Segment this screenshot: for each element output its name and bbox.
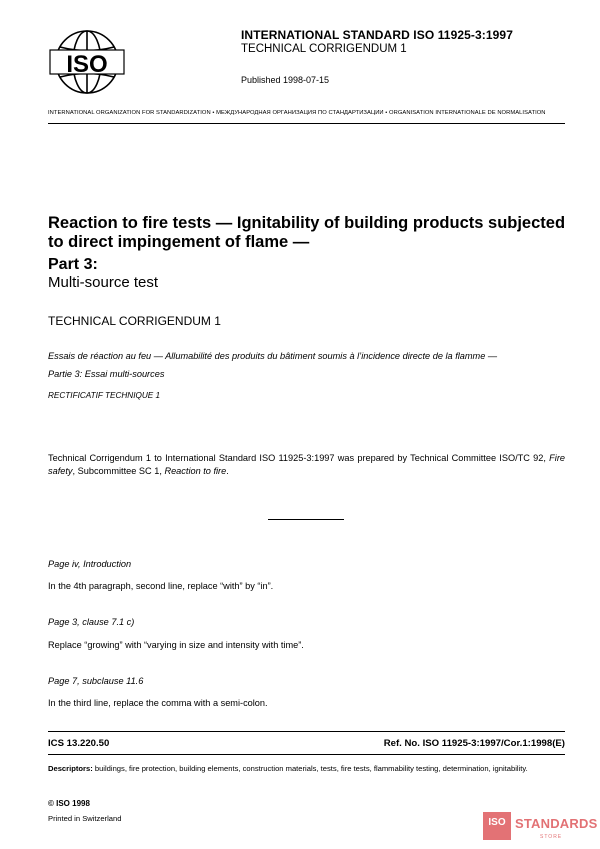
item-heading: Page iv, Introduction xyxy=(48,559,132,569)
reference-number: Ref. No. ISO 11925-3:1997/Cor.1:1998(E) xyxy=(383,738,565,749)
document-title: Reaction to fire tests — Ignitability of building products subjected to direct impingement of flame — xyxy=(48,214,566,251)
descriptors xyxy=(48,764,565,775)
intro-paragraph xyxy=(48,452,565,477)
printed-in: Printed in Switzerland xyxy=(48,814,122,823)
intro-text-1: Technical Corrigendum 1 to International Standard ISO 11925-3:1997 was prepared by Technical Committee ISO/TC 92, xyxy=(48,453,550,463)
corrigendum-label: TECHNICAL CORRIGENDUM 1 xyxy=(241,43,407,55)
item-heading: Page 7, subclause 11.6 xyxy=(48,676,144,686)
part-subtitle: Multi-source test xyxy=(48,274,159,291)
intro-subcommittee: Reaction to fire xyxy=(164,465,227,476)
descriptors-label: Descriptors: xyxy=(48,764,93,773)
intro-text-3: . xyxy=(226,465,229,476)
item-text: In the 4th paragraph, second line, replace “with” by “in”. xyxy=(48,581,274,591)
header-divider xyxy=(48,123,565,124)
watermark-badge-text: ISO xyxy=(488,817,506,828)
french-part: Partie 3: Essai multi-sources xyxy=(48,369,165,379)
intro-text-2: , Subcommittee SC 1, xyxy=(72,465,165,476)
item-text: In the third line, replace the comma with a semi-colon. xyxy=(48,698,268,708)
footer-mid-rule xyxy=(48,754,565,755)
iso-logo-text: ISO xyxy=(66,51,108,78)
section-divider xyxy=(268,519,344,520)
iso-logo xyxy=(46,28,128,98)
french-title: Essais de réaction au feu — Allumabilité des produits du bâtiment soumis à l’incidence directe de la flamme — xyxy=(48,351,498,361)
published-date: Published 1998-07-15 xyxy=(241,75,330,85)
ics-code: ICS 13.220.50 xyxy=(48,738,110,749)
organization-line: INTERNATIONAL ORGANIZATION FOR STANDARDIZATION • МЕЖДУНАРОДНАЯ ОРГАНИЗАЦИЯ ПО СТАНДАРТИЗАЦИИ • ORGANISATION INTERNATIONALE DE NORMALISATION xyxy=(48,110,546,116)
standard-title: INTERNATIONAL STANDARD ISO 11925-3:1997 xyxy=(241,28,513,42)
descriptors-list: buildings, fire protection, building elements, construction materials, tests, fire tests, flammability testing, determination, ignitability. xyxy=(92,764,528,773)
intro-committee: Fire safety xyxy=(48,453,565,476)
watermark-subtext: STORE xyxy=(540,834,563,840)
copyright: © ISO 1998 xyxy=(48,799,90,808)
item-text: Replace “growing” with “varying in size and intensity with time”. xyxy=(48,640,304,650)
footer-top-rule xyxy=(48,731,565,732)
part-label: Part 3: xyxy=(48,256,98,273)
watermark-text: STANDARDS xyxy=(515,816,598,831)
item-heading: Page 3, clause 7.1 c) xyxy=(48,617,135,627)
corrigendum-heading: TECHNICAL CORRIGENDUM 1 xyxy=(48,314,221,328)
french-corrigendum: RECTIFICATIF TECHNIQUE 1 xyxy=(48,391,161,400)
